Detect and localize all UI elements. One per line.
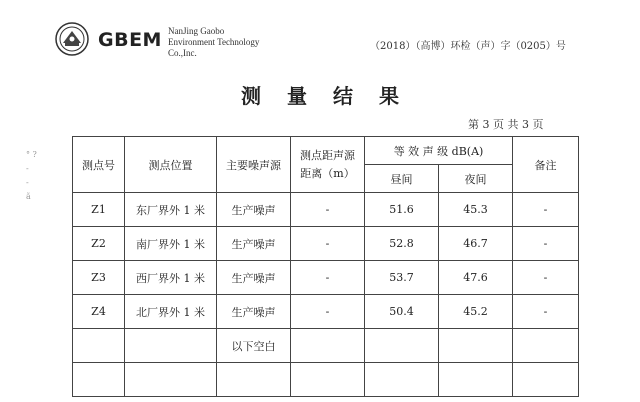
table-row-blank-note bbox=[73, 329, 579, 363]
page-indicator: 第 3 页 共 3 页 bbox=[468, 118, 544, 131]
header-noise-source: 主要噪声源 bbox=[217, 137, 291, 193]
header-remark: 备注 bbox=[513, 137, 579, 193]
cell-point: Z2 bbox=[73, 227, 125, 261]
cell-empty bbox=[291, 329, 365, 363]
document-title: 测量结果 bbox=[241, 84, 425, 108]
table-row-empty bbox=[73, 363, 579, 397]
cell-location: 北厂界外 1 米 bbox=[125, 295, 217, 329]
header-distance-line: 距离（m） bbox=[300, 166, 355, 180]
cell-remark: - bbox=[513, 193, 579, 227]
cell-night: 47.6 bbox=[439, 261, 513, 295]
cell-empty bbox=[513, 363, 579, 397]
cell-source: 生产噪声 bbox=[217, 193, 291, 227]
cell-empty bbox=[73, 329, 125, 363]
cell-source: 生产噪声 bbox=[217, 261, 291, 295]
header-night: 夜间 bbox=[439, 165, 513, 193]
cell-day: 52.8 bbox=[365, 227, 439, 261]
company-seal-logo bbox=[55, 22, 89, 56]
cell-remark: - bbox=[513, 295, 579, 329]
cell-empty bbox=[291, 363, 365, 397]
company-line: Co.,Inc. bbox=[168, 48, 197, 58]
header-equivalent-level: 等 效 声 级 dB(A) bbox=[365, 137, 513, 165]
cell-distance: - bbox=[291, 193, 365, 227]
table-row bbox=[73, 227, 579, 261]
margin-mark: ° ? bbox=[26, 150, 37, 159]
cell-remark: - bbox=[513, 261, 579, 295]
blank-below-note: 以下空白 bbox=[217, 329, 291, 363]
cell-empty bbox=[125, 329, 217, 363]
cell-point: Z4 bbox=[73, 295, 125, 329]
cell-empty bbox=[439, 329, 513, 363]
cell-location: 东厂界外 1 米 bbox=[125, 193, 217, 227]
report-number: （2018）（高博）环检（声）字（0205）号 bbox=[370, 41, 566, 52]
header-distance-line: 测点距声源 bbox=[300, 148, 355, 162]
header-point-no: 测点号 bbox=[73, 137, 125, 193]
cell-point: Z3 bbox=[73, 261, 125, 295]
cell-empty bbox=[125, 363, 217, 397]
brand-name: GBEM bbox=[98, 29, 162, 51]
margin-mark: - bbox=[26, 178, 29, 187]
header-day: 昼间 bbox=[365, 165, 439, 193]
cell-day: 53.7 bbox=[365, 261, 439, 295]
cell-remark: - bbox=[513, 227, 579, 261]
margin-mark: ã bbox=[26, 192, 31, 201]
cell-day: 51.6 bbox=[365, 193, 439, 227]
company-name bbox=[168, 26, 259, 59]
cell-night: 46.7 bbox=[439, 227, 513, 261]
cell-day: 50.4 bbox=[365, 295, 439, 329]
cell-night: 45.2 bbox=[439, 295, 513, 329]
header-distance bbox=[291, 137, 365, 193]
cell-source: 生产噪声 bbox=[217, 295, 291, 329]
margin-marks bbox=[26, 148, 37, 204]
cell-point: Z1 bbox=[73, 193, 125, 227]
company-line: NanJing Gaobo bbox=[168, 26, 225, 36]
table-row bbox=[73, 261, 579, 295]
table-row bbox=[73, 193, 579, 227]
cell-location: 西厂界外 1 米 bbox=[125, 261, 217, 295]
margin-mark: - bbox=[26, 164, 29, 173]
cell-empty bbox=[513, 329, 579, 363]
cell-empty bbox=[365, 363, 439, 397]
cell-location: 南厂界外 1 米 bbox=[125, 227, 217, 261]
cell-night: 45.3 bbox=[439, 193, 513, 227]
measurement-table bbox=[72, 136, 579, 397]
cell-empty bbox=[365, 329, 439, 363]
cell-source: 生产噪声 bbox=[217, 227, 291, 261]
cell-empty bbox=[439, 363, 513, 397]
cell-empty bbox=[217, 363, 291, 397]
header-location: 测点位置 bbox=[125, 137, 217, 193]
cell-distance: - bbox=[291, 295, 365, 329]
table-row bbox=[73, 295, 579, 329]
company-line: Environment Technology bbox=[168, 37, 260, 47]
cell-distance: - bbox=[291, 261, 365, 295]
cell-distance: - bbox=[291, 227, 365, 261]
cell-empty bbox=[73, 363, 125, 397]
